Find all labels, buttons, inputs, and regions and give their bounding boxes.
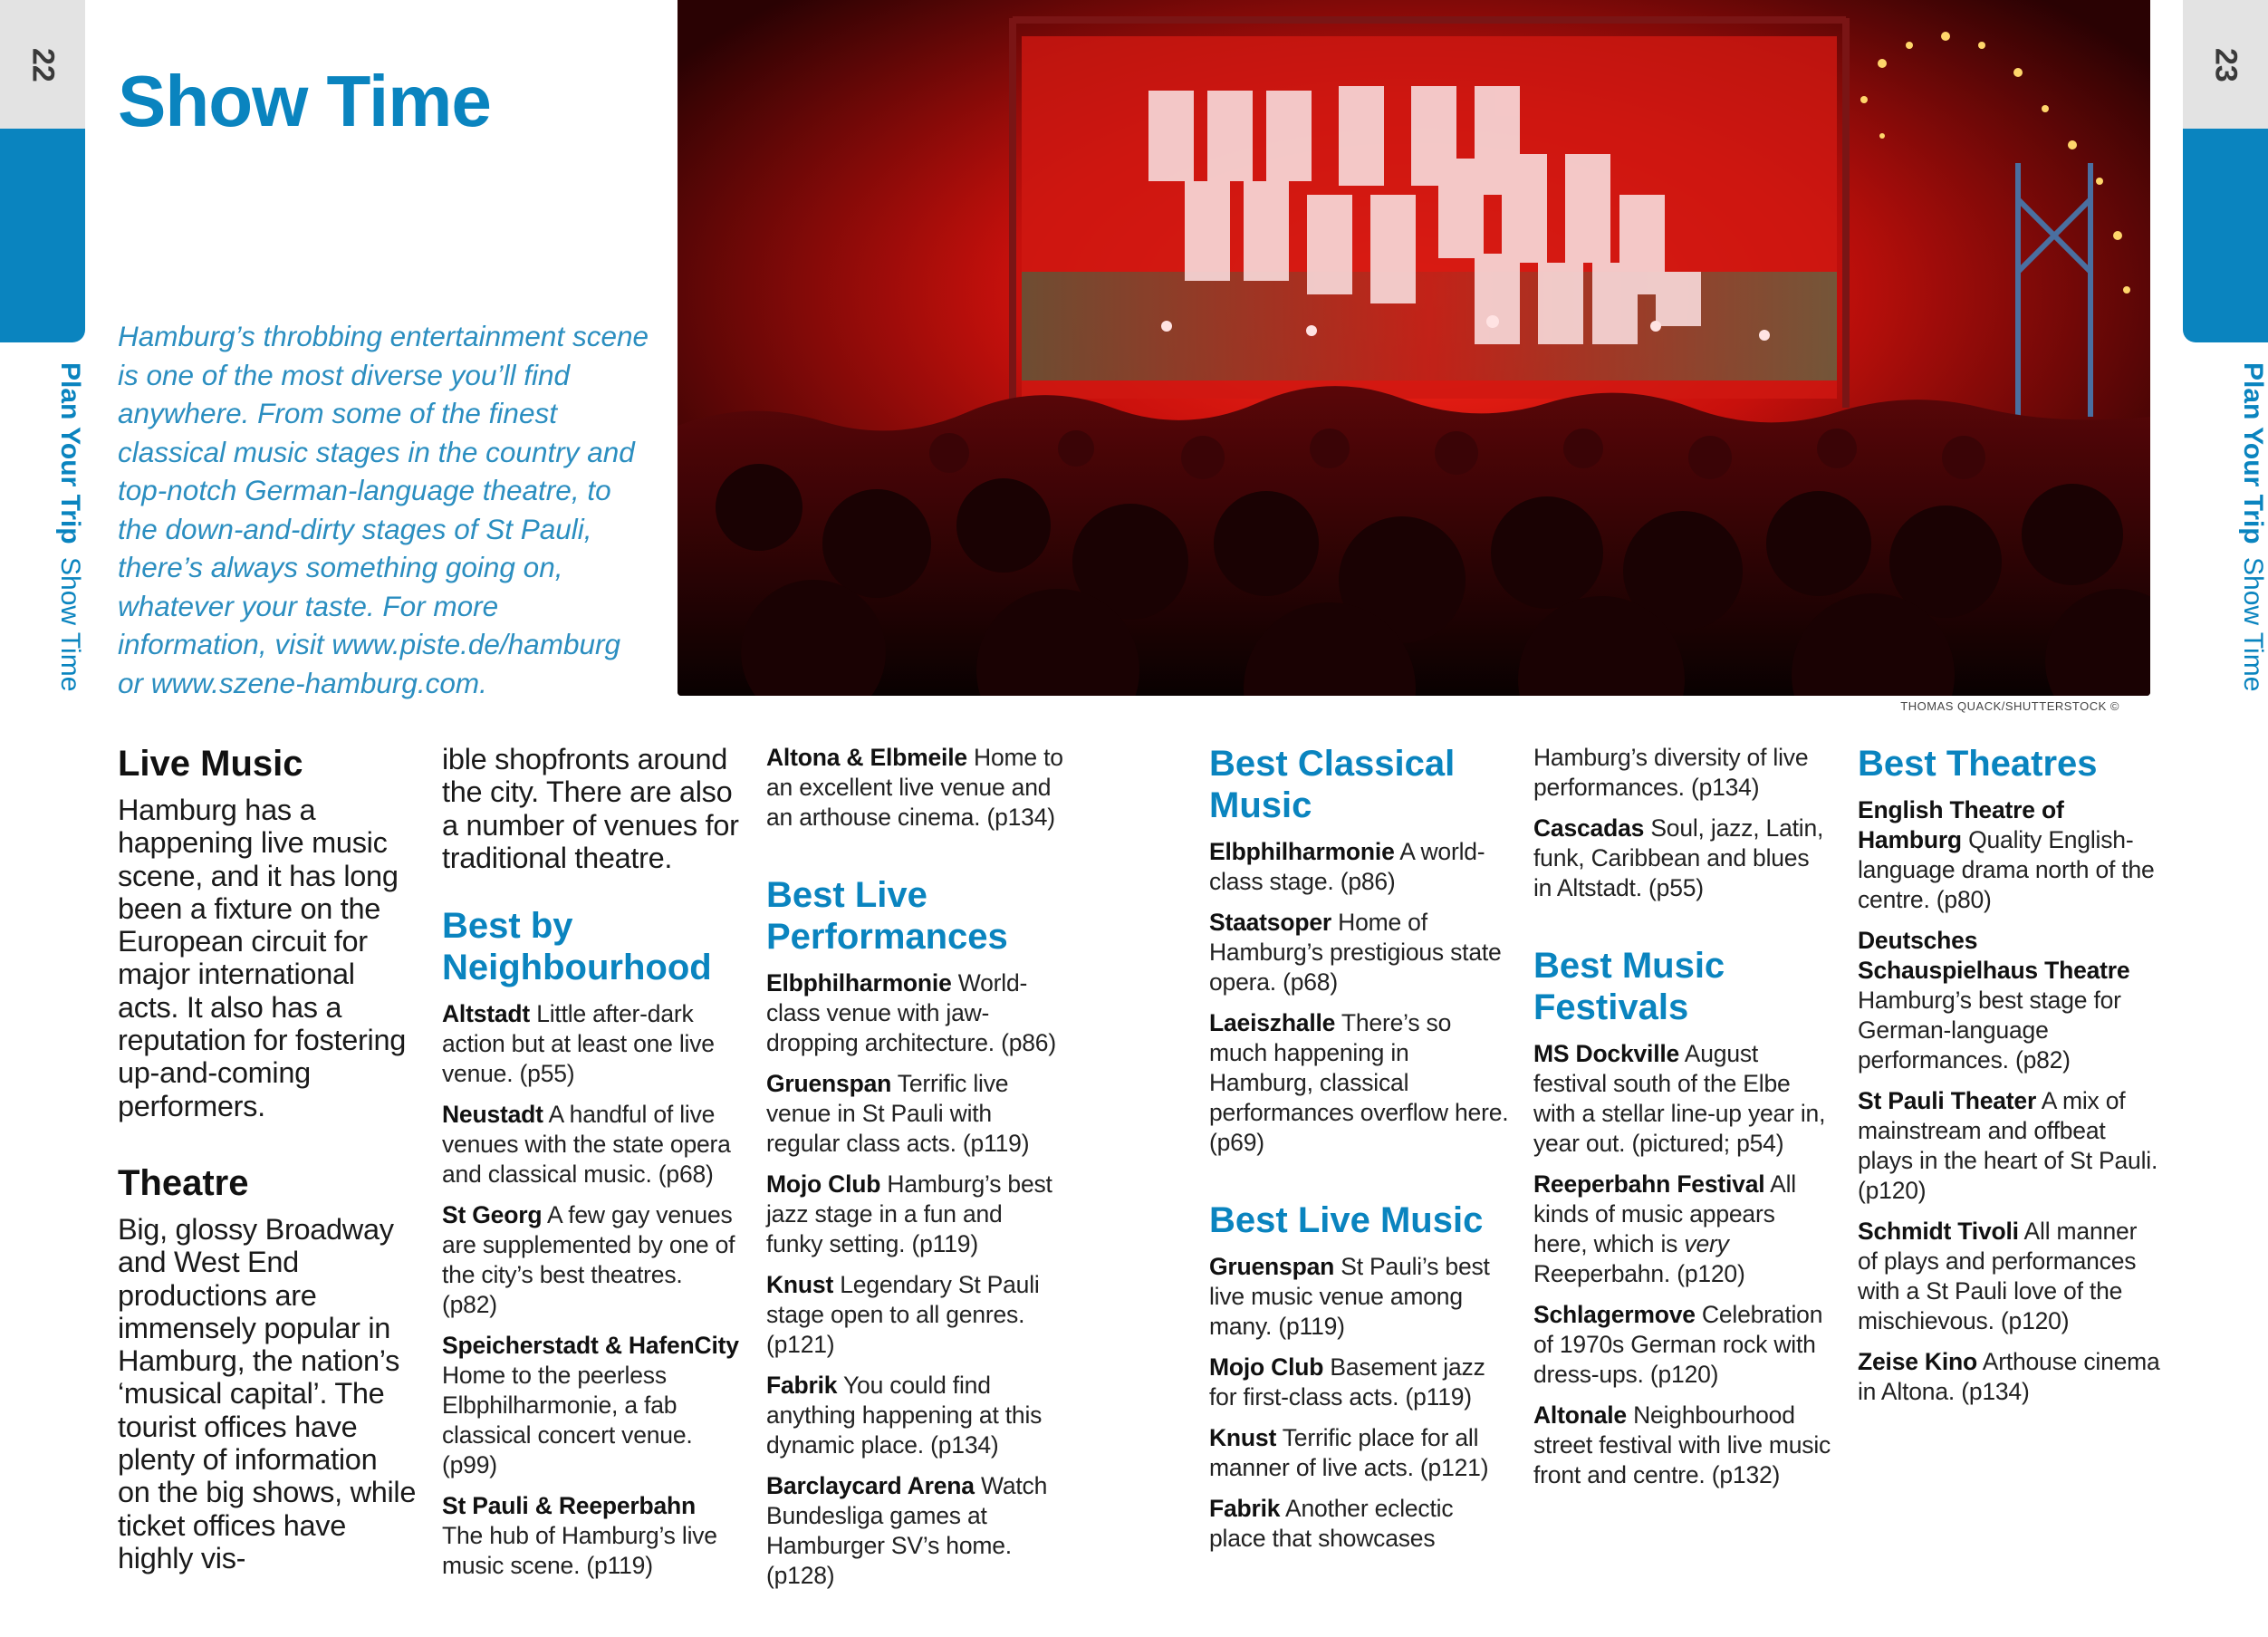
festivals-list [1533,1039,1832,1490]
list-item: Gruenspan St Pauli’s best live music venue among many. (p119) [1209,1253,1490,1340]
list-item: Deutsches Schauspielhaus Theatre Hamburg’s best stage for German-language performances. (p82) [1858,927,2130,1074]
list-item: Mojo Club Basement jazz for first-class acts. (p119) [1209,1353,1485,1411]
live-performances-list [766,968,1065,1591]
concert-photo [678,0,2150,696]
list-item: MS Dockville August festival south of the Elbe with a stellar line-up year in, year out. (pictured; p54) [1533,1040,1826,1157]
festivals-heading: Best Music Festivals [1533,946,1725,1027]
column-6 [1858,743,2161,1418]
list-item: Schmidt Tivoli All manner of plays and performances with a St Pauli love of the mischievous. (p120) [1858,1218,2138,1334]
intro-paragraph: Hamburg’s throbbing entertainment scene is one of the most diverse you’ll find anywhere. From some of the finest classical music stages in the country and top-notch German-language theatre, to the down-and-dirty stages of St Pauli, there’s always something going on, whatever your taste. For more information, visit www.piste.de/hamburg or www.szene-hamburg.com. [118,320,649,699]
live-music-heading: Live Music [118,744,303,784]
list-item: Laeiszhalle There’s so much happening in Hamburg, classical performances overflow here. (p69) [1209,1009,1509,1156]
neighbourhood-list [442,999,739,1581]
photo-credit: THOMAS QUACK/SHUTTERSTOCK © [1900,699,2119,713]
list-item: Fabrik Another eclectic place that showcases [1209,1495,1454,1552]
page-number-right: 23 [2208,48,2244,82]
live-music-text: Hamburg has a happening live music scene, and it has long been a fixture on the European circuit for major international acts. It also has a reputation for fostering up-and-coming performers. [118,794,406,1122]
list-item: Knust Terrific place for all manner of live acts. (p121) [1209,1424,1489,1481]
neighbourhood-list-continued [766,743,1065,833]
page-number-left: 22 [25,48,61,82]
live-music-continuation: Hamburg’s diversity of live performances. (p134) [1533,744,1809,801]
list-item: Elbphilharmonie A world-class stage. (p86) [1209,838,1485,895]
list-item: Altonale Neighbourhood street festival with live music front and centre. (p132) [1533,1401,1831,1488]
list-item: Cascadas Soul, jazz, Latin, funk, Caribbean and blues in Altstadt. (p55) [1533,814,1824,901]
side-label-section: Show Time [2238,556,2268,691]
live-music-best-list [1209,1252,1515,1554]
left-side-tab [0,0,85,1637]
theatre-text-a: Big, glossy Broadway and West End productions are immensely popular in Hamburg, the nation’s ‘musical capital’. The tourist offices have plenty of information on the big shows, while ticket offices have highly vis- [118,1212,417,1574]
live-music-best-heading: Best Live Music [1209,1200,1484,1240]
section-color-block [0,129,85,342]
list-item: Mojo Club Hamburg’s best jazz stage in a fun and funky setting. (p119) [766,1170,1052,1257]
side-label-chapter: Plan Your Trip [55,362,85,544]
section-side-label [0,362,85,743]
theatres-heading: Best Theatres [1858,744,2098,784]
page-title: Show Time [118,61,491,141]
list-item: Reeperbahn Festival All kinds of music appears here, which is very Reeperbahn. (p120) [1533,1170,1796,1287]
list-item: Speicherstadt & HafenCity Home to the peerless Elbphilharmonie, a fab classical concert venue. (p99) [442,1332,739,1479]
list-item: Altona & Elbmeile Home to an excellent live venue and an arthouse cinema. (p134) [766,744,1063,831]
list-item: Staatsoper Home of Hamburg’s prestigious state opera. (p68) [1209,909,1502,996]
column-2 [442,743,739,1592]
list-item: Gruenspan Terrific live venue in St Pauli with regular class acts. (p119) [766,1070,1030,1157]
column-1 [118,743,417,1574]
classical-heading: Best Classical Music [1209,744,1456,825]
list-item: Knust Legendary St Pauli stage open to all genres. (p121) [766,1271,1040,1358]
list-item: Neustadt A handful of live venues with the state opera and classical music. (p68) [442,1101,731,1189]
list-item: Barclaycard Arena Watch Bundesliga games at Hamburger SV’s home. (p128) [766,1472,1048,1589]
live-music-best-list-continued [1533,814,1832,903]
column-4 [1209,743,1515,1565]
list-item: English Theatre of Hamburg Quality English-language drama north of the centre. (p80) [1858,796,2155,913]
list-item: Altstadt Little after-dark action but at least one live venue. (p55) [442,1000,715,1088]
classical-list [1209,837,1515,1158]
theatres-list [1858,795,2161,1407]
neighbourhood-heading: Best by Neighbourhood [442,906,712,988]
theatre-heading: Theatre [118,1162,249,1203]
section-color-block [2183,129,2268,342]
live-performances-heading: Best Live Performances [766,875,1008,957]
list-item: Schlagermove Celebration of 1970s German rock with dress-ups. (p120) [1533,1301,1823,1388]
list-item: St Georg A few gay venues are supplemented by one of the city’s best theatres. (p82) [442,1201,735,1319]
page-number-box [2183,0,2268,129]
list-item: St Pauli Theater A mix of mainstream and offbeat plays in the heart of St Pauli. (p120) [1858,1087,2158,1204]
list-item: St Pauli & Reeperbahn The hub of Hamburg’s live music scene. (p119) [442,1492,717,1580]
page-number-box [0,0,85,129]
section-side-label [2183,362,2268,743]
theatre-text-b: ible shopfronts around the city. There are also a number of venues for traditional theatre. [442,743,739,874]
side-label-chapter: Plan Your Trip [2238,362,2268,544]
list-item: Elbphilharmonie World-class venue with jaw-dropping architecture. (p86) [766,969,1056,1056]
column-3 [766,743,1065,1602]
right-side-tab [2183,0,2268,1637]
list-item: Zeise Kino Arthouse cinema in Altona. (p134) [1858,1348,2160,1405]
list-item: Fabrik You could find anything happening at this dynamic place. (p134) [766,1372,1043,1459]
column-5 [1533,743,1832,1501]
concert-illustration [678,0,2150,696]
side-label-section: Show Time [55,556,85,691]
